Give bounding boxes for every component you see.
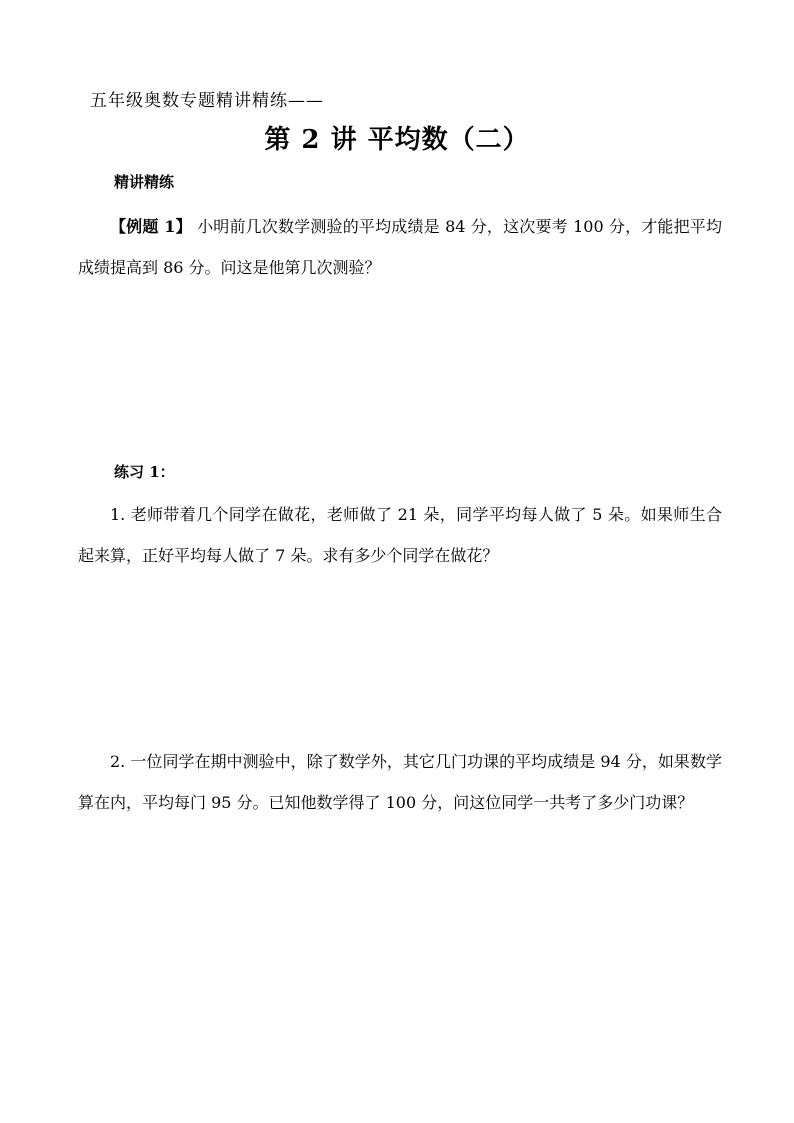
practice-problem-2: 2. 一位同学在期中测验中，除了数学外，其它几门功课的平均成绩是 94 分，如果数学算在内，平均每门 95 分。已知他数学得了 100 分，问这位同学一共考了多少门功课？ bbox=[78, 752, 722, 812]
example-problem bbox=[78, 206, 722, 288]
example-label: 【例题 1】 bbox=[110, 217, 192, 236]
example-text: 小明前几次数学测验的平均成绩是 84 分，这次要考 100 分，才能把平均成绩提高到 86 分。问这是他第几次测验？ bbox=[78, 217, 722, 277]
lecture-title: 第 2 讲 平均数（二） bbox=[264, 125, 530, 155]
section-label: 精讲精练 bbox=[114, 173, 175, 191]
series-header: 五年级奥数专题精讲精练—— bbox=[90, 91, 324, 111]
practice-problem-1: 1. 老师带着几个同学在做花，老师做了 21 朵，同学平均每人做了 5 朵。如果师生合起来算，正好平均每人做了 7 朵。求有多少个同学在做花？ bbox=[78, 505, 722, 565]
practice-label: 练习 1： bbox=[114, 463, 175, 481]
